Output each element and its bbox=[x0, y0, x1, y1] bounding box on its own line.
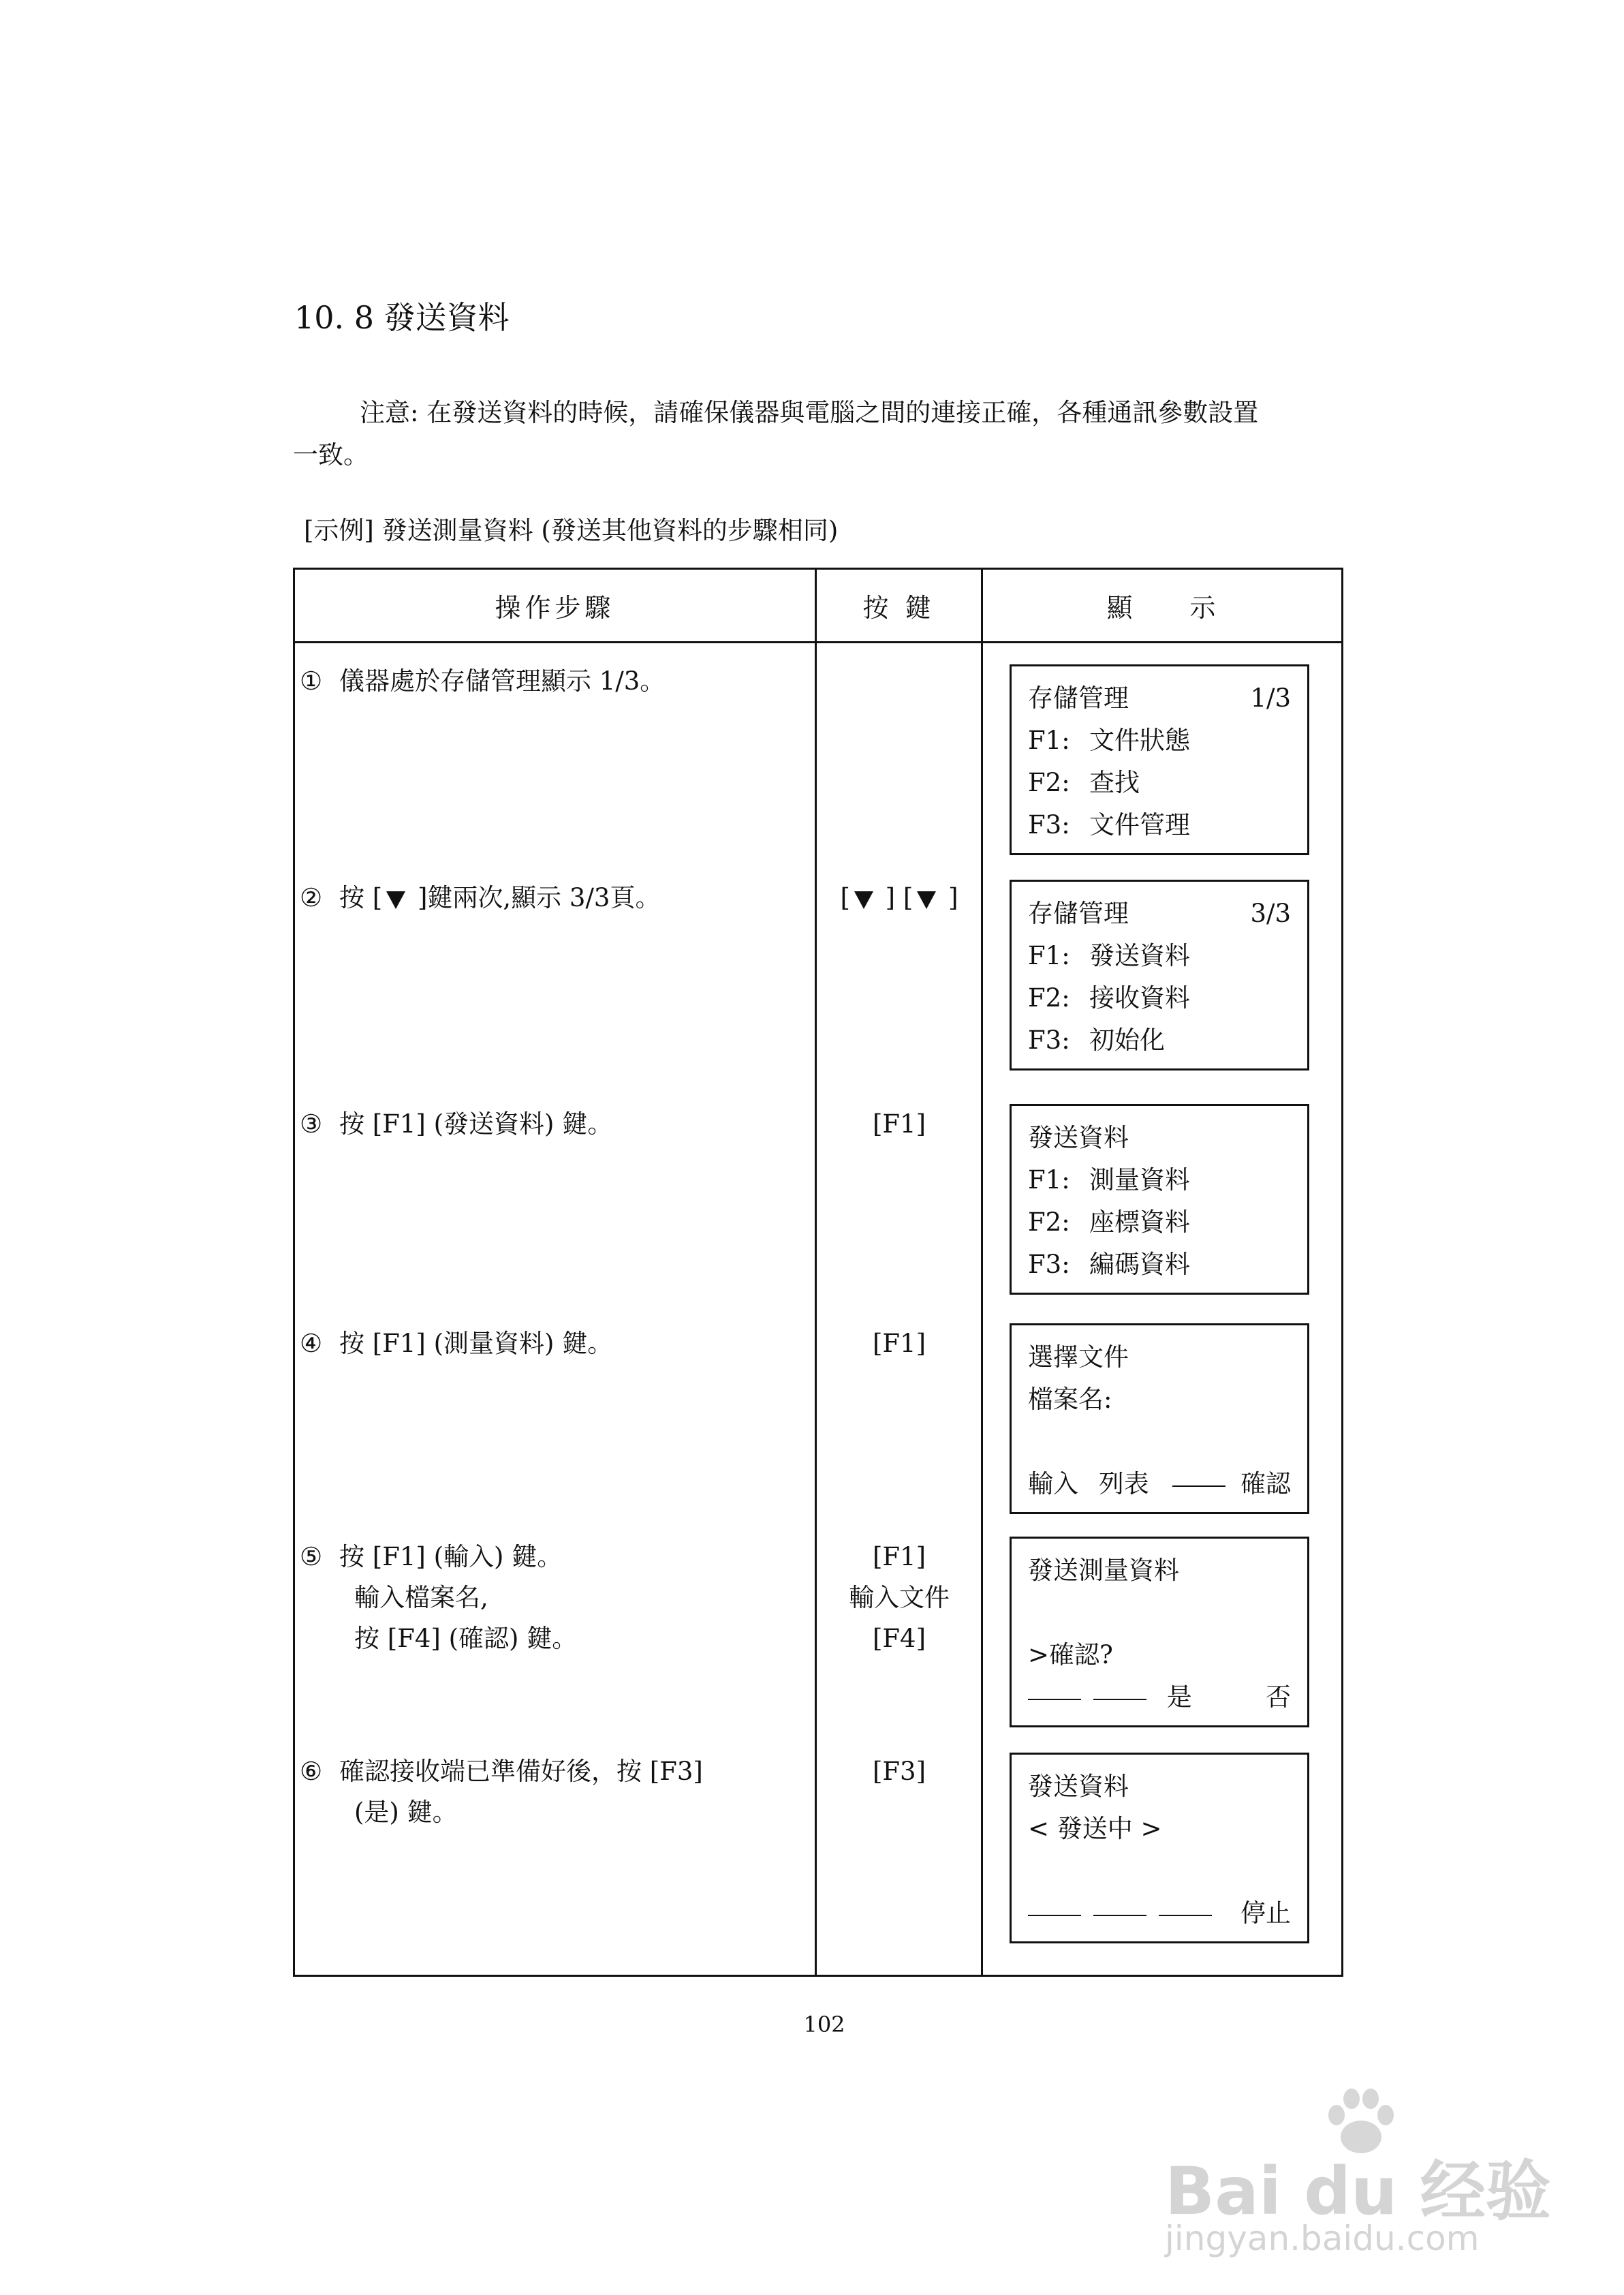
key-label: [F4] bbox=[872, 1624, 926, 1653]
menu-item-label: 編碼資料 bbox=[1089, 1250, 1190, 1279]
softkey-list: 列表 bbox=[1098, 1469, 1149, 1498]
function-key: F2: bbox=[1028, 983, 1070, 1013]
step-number: ⑥ bbox=[300, 1757, 323, 1786]
menu-item-label: 發送資料 bbox=[1089, 941, 1190, 970]
down-triangle-icon bbox=[854, 891, 873, 909]
menu-item-label: 初始化 bbox=[1089, 1026, 1165, 1055]
function-key: F3: bbox=[1028, 1026, 1070, 1055]
step-row-6 bbox=[300, 1751, 703, 1833]
softkey-input: 輸入 bbox=[1028, 1469, 1078, 1498]
function-key: F2: bbox=[1028, 768, 1070, 797]
display-screen-1 bbox=[1010, 664, 1309, 855]
display-screen-2 bbox=[1010, 880, 1309, 1071]
display-screen-4 bbox=[1010, 1323, 1309, 1514]
step-text: (是) 鍵。 bbox=[354, 1798, 458, 1827]
display-screen-6 bbox=[1010, 1753, 1309, 1943]
step-text: 確認接收端已準備好後，按 [F3] bbox=[339, 1757, 703, 1786]
key-cell-5 bbox=[817, 1537, 981, 1659]
step-text: 按 [ bbox=[339, 883, 383, 912]
key-cell-6: [F3] bbox=[872, 1757, 926, 1786]
softkey-bar bbox=[1028, 1676, 1291, 1719]
header-keys: 按 鍵 bbox=[862, 593, 935, 623]
down-triangle-icon bbox=[386, 891, 405, 909]
key-bracket: [ bbox=[840, 883, 850, 912]
screen-status: < 發送中 > bbox=[1028, 1814, 1162, 1843]
step-row-3 bbox=[300, 1104, 612, 1145]
step-text: 輸入檔案名, bbox=[354, 1583, 488, 1612]
screen-title: 發送資料 bbox=[1028, 1123, 1129, 1152]
softkey-confirm: 確認 bbox=[1240, 1469, 1291, 1498]
step-text: 按 [F1] (輸入) 鍵。 bbox=[339, 1542, 563, 1571]
column-divider-1 bbox=[815, 570, 817, 1975]
softkey-bar bbox=[1028, 1463, 1291, 1505]
step-text: 儀器處於存儲管理顯示 1/3。 bbox=[339, 666, 666, 696]
softkey-empty bbox=[1093, 1699, 1146, 1700]
function-key: F1: bbox=[1028, 1165, 1070, 1195]
softkey-yes: 是 bbox=[1166, 1682, 1192, 1712]
step-number: ⑤ bbox=[300, 1542, 323, 1571]
softkey-bar bbox=[1028, 1892, 1291, 1935]
softkey-empty bbox=[1159, 1915, 1212, 1916]
watermark-site: jingyan.baidu.com bbox=[1165, 2219, 1480, 2258]
step-number: ② bbox=[300, 883, 323, 912]
key-cell-4: [F1] bbox=[872, 1329, 926, 1358]
watermark-brand: Bai du 经验 bbox=[1165, 2153, 1551, 2230]
note-text-line-2: 一致。 bbox=[293, 440, 369, 469]
menu-item-label: 測量資料 bbox=[1089, 1165, 1190, 1195]
function-key: F1: bbox=[1028, 941, 1070, 970]
step-row-4 bbox=[300, 1323, 612, 1364]
screen-title: 選擇文件 bbox=[1028, 1342, 1129, 1372]
step-number: ④ bbox=[300, 1329, 323, 1358]
screen-page: 3/3 bbox=[1250, 899, 1291, 928]
key-cell-2 bbox=[817, 878, 981, 919]
function-key: F3: bbox=[1028, 1250, 1070, 1279]
display-screen-5 bbox=[1010, 1537, 1309, 1727]
step-row-2 bbox=[300, 878, 660, 919]
softkey-empty bbox=[1028, 1915, 1081, 1916]
key-label: [F1] bbox=[872, 1542, 926, 1571]
menu-item-label: 文件管理 bbox=[1089, 810, 1190, 840]
softkey-empty bbox=[1172, 1485, 1225, 1487]
header-display: 顯 示 bbox=[1106, 593, 1220, 623]
screen-title: 存儲管理 bbox=[1028, 899, 1129, 928]
function-key: F3: bbox=[1028, 810, 1070, 840]
screen-page: 1/3 bbox=[1250, 683, 1291, 713]
page-number: 102 bbox=[803, 2012, 845, 2037]
watermark bbox=[1165, 2085, 1551, 2262]
softkey-empty bbox=[1028, 1699, 1081, 1700]
menu-item-label: 查找 bbox=[1089, 768, 1140, 797]
header-steps: 操作步驟 bbox=[495, 593, 615, 623]
display-screen-3 bbox=[1010, 1104, 1309, 1295]
section-title: 10. 8 發送資料 bbox=[294, 299, 510, 336]
screen-prompt: >確認? bbox=[1028, 1640, 1113, 1669]
step-text: 按 [F4] (確認) 鍵。 bbox=[354, 1624, 578, 1653]
step-number: ③ bbox=[300, 1109, 323, 1139]
down-triangle-icon bbox=[917, 891, 936, 909]
step-text: 按 [F1] (測量資料) 鍵。 bbox=[339, 1329, 613, 1358]
key-cell-3: [F1] bbox=[872, 1109, 926, 1139]
screen-field-label: 檔案名: bbox=[1028, 1385, 1112, 1414]
softkey-no: 否 bbox=[1266, 1682, 1291, 1712]
softkey-empty bbox=[1093, 1915, 1146, 1916]
key-bracket: ] [ bbox=[877, 883, 914, 912]
key-bracket: ] bbox=[940, 883, 958, 912]
screen-title: 發送測量資料 bbox=[1028, 1556, 1179, 1585]
step-row-1 bbox=[300, 661, 665, 702]
softkey-stop: 停止 bbox=[1240, 1898, 1291, 1928]
step-text: 按 [F1] (發送資料) 鍵。 bbox=[339, 1109, 613, 1139]
function-key: F2: bbox=[1028, 1207, 1070, 1237]
column-divider-2 bbox=[981, 570, 983, 1975]
example-caption: [示例] 發送測量資料 (發送其他資料的步驟相同) bbox=[304, 516, 839, 545]
menu-item-label: 座標資料 bbox=[1089, 1207, 1190, 1237]
screen-title: 存儲管理 bbox=[1028, 683, 1129, 713]
step-number: ① bbox=[300, 666, 323, 696]
menu-item-label: 接收資料 bbox=[1089, 983, 1190, 1013]
menu-item-label: 文件狀態 bbox=[1089, 726, 1190, 755]
note-text-line-1: 注意: 在發送資料的時候，請確保儀器與電腦之間的連接正確，各種通訊參數設置 bbox=[360, 398, 1259, 427]
function-key: F1: bbox=[1028, 726, 1070, 755]
screen-title: 發送資料 bbox=[1028, 1772, 1129, 1801]
step-text: ]鍵兩次,顯示 3/3頁。 bbox=[409, 883, 661, 912]
header-divider bbox=[295, 641, 1341, 643]
key-label: 輸入文件 bbox=[849, 1583, 950, 1612]
step-row-5 bbox=[300, 1537, 577, 1659]
